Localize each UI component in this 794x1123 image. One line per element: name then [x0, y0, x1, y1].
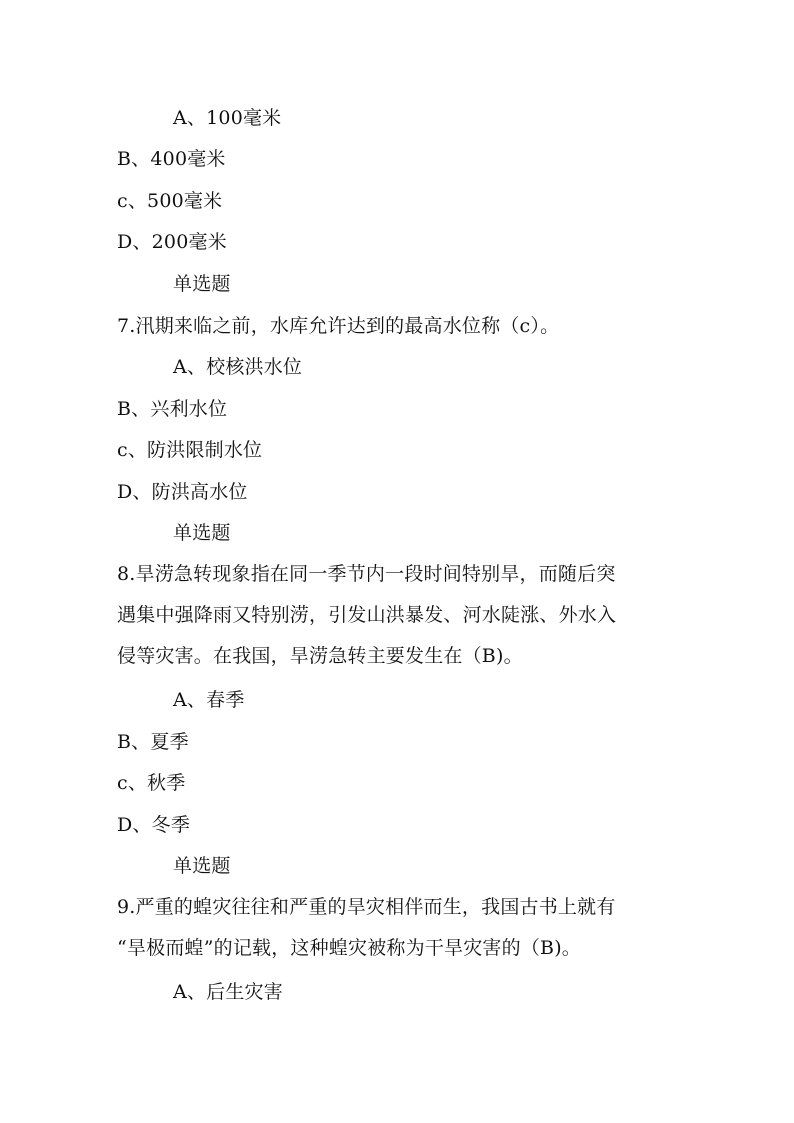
q8-question-line-2: 遇集中强降雨又特别涝，引发山洪暴发、河水陡涨、外水入: [117, 604, 617, 626]
q9-question-line-2: “旱极而蝗”的记载，这种蝗灾被称为干旱灾害的（B)。: [117, 937, 582, 959]
q6-option-d: D、200毫米: [117, 231, 227, 253]
q8-option-c: c、秋季: [117, 772, 186, 794]
q9-type-label: 单选题: [173, 855, 231, 877]
q8-question-line-1: 8.旱涝急转现象指在同一季节内一段时间特别旱，而随后突: [117, 563, 616, 585]
q6-option-c: c、500毫米: [117, 190, 223, 212]
q8-question: [117, 554, 687, 677]
q8-option-d: D、冬季: [117, 814, 191, 836]
q9-question: [117, 887, 687, 969]
q6-option-b: B、400毫米: [117, 148, 226, 170]
q7-option-c: c、防洪限制水位: [117, 439, 263, 461]
q8-question-line-3: 侵等灾害。在我国，旱涝急转主要发生在（B)。: [117, 645, 523, 667]
q7-option-b: B、兴利水位: [117, 398, 228, 420]
q9-option-a: A、后生灾害: [173, 981, 283, 1003]
q6-option-a: A、100毫米: [173, 107, 282, 129]
q7-option-a: A、校核洪水位: [173, 356, 303, 378]
q8-option-b: B、夏季: [117, 731, 189, 753]
q7-type-label: 单选题: [173, 273, 231, 295]
q8-option-a: A、春季: [173, 689, 245, 711]
q8-type-label: 单选题: [173, 522, 231, 544]
q7-question: 7.汛期来临之前，水库允许达到的最高水位称（c）。: [117, 315, 560, 337]
q9-question-line-1: 9.严重的蝗灾往往和严重的旱灾相伴而生，我国古书上就有: [117, 896, 616, 918]
q7-option-d: D、防洪高水位: [117, 481, 248, 503]
